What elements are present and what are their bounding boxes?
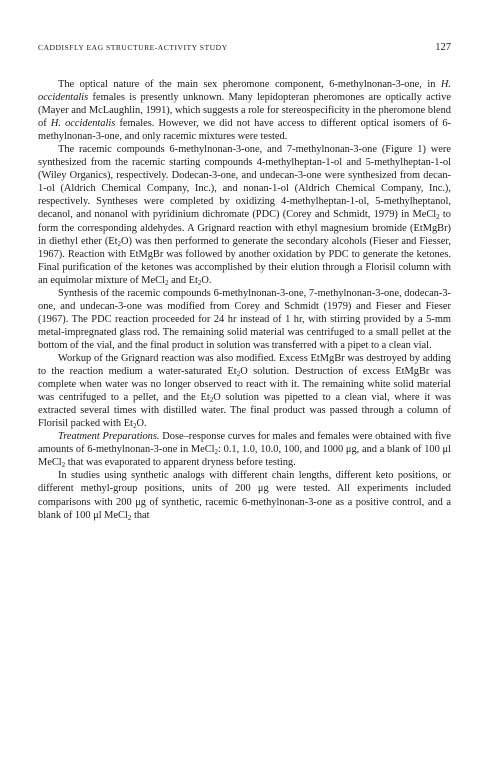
paragraph-synthesis: The racemic compounds 6-​methylnonan-​3-​one, and 7-​methylnonan-​3-​one (Figure 1) were synthesized from the racemic starting compounds 4-​methylheptan-​1-​ol and 5-​methylheptan-​1-​ol (Wiley Organics), respectively. Dodecan-​3-​one, and undecan-​3-​one were synthesized from decan-​1-​ol (Aldrich Chemical Company, Inc.), and nonan-​1-​ol (Aldrich Chemical Company, Inc.), respectively. Syntheses were completed by oxidizing 4-​methylheptan-​1-​ol, 5-​methylheptanol, decanol, and nonanol with pyridinium dichromate (PDC) (Corey and Schmidt, 1979) in MeCl$_2$ to form the corresponding aldehydes. A Grignard reaction with ethyl magnesium bromide (EtMgBr) in diethyl ether $(Et_2O)$ was then performed to generate the secondary alcohols (Fieser and Fiesser, 1967). Reaction with EtMgBr was followed by another oxidation by PDC to generate the ketones. Final purification of the ketones was accomplished by their elution through a Florisil column with an equimolar mixture of MeCl$_2$ and $Et_2O$. xyxy=(38,144,451,287)
paragraph-grignard-workup: Workup of the Grignard reaction was also modified. Excess EtMgBr was destroyed by adding to the reaction medium a water-​saturated $Et_2O$ solution. Destruction of excess EtMgBr was complete when water was no longer observed to react with it. The remaining white solid material was centrifuged to a pellet, and the $Et_2O$ solution was pipetted to a clean vial, where it was extracted several times with distilled water. The final product was passed through a column of Florisil packed with $Et_2O$. xyxy=(38,352,451,431)
page-header xyxy=(38,42,451,68)
paragraph-optical-nature: The optical nature of the main sex pheromone component, 6-​methylnonan-​3-​one, in H. occidentalis females is presently unknown. Many lepidopteran pheromones are optically active (Mayer and McLaughlin, 1991), which suggests a role for stereospecificity in the pheromone blend of H. occidentalis females. However, we did not have access to different optical isomers of 6-​methylnonan-​3-​one, and only racemic mixtures were tested. xyxy=(38,79,451,143)
treatment-preparations-text: Dose–response curves for males and females were obtained with five amounts of 6-​methylnonan-​3-​one in MeCl$_2$: 0.1, 1.0, 10.0, 100, and 1000 μg, and a blank of 100 μl MeCl$_2$ that was evaporated to apparent dryness before testing. xyxy=(38,431,451,470)
paragraph-synthesis-modification: Synthesis of the racemic compounds 6-​methylnonan-​3-​one, 7-​methylnonan-​3-​one, dodecan-​3-​one, and undecan-​3-​one was modified from Corey and Schmidt (1979) and Fieser and Fieser (1967). The PDC reaction proceeded for 24 hr instead of 1 hr, with stirring provided by a 5-​mm metal-​impregnated glass rod. The remaining solid material was centrifuged to a small pellet at the bottom of the vial, and the final product in solution was transferred with a pipet to a clean vial. xyxy=(38,287,451,351)
running-head: CADDISFLY EAG STRUCTURE-ACTIVITY STUDY xyxy=(38,43,228,52)
paragraph-treatment-preparations xyxy=(38,430,451,469)
paragraph-synthetic-analogs: In studies using synthetic analogs with different chain lengths, different keto positions, or different methyl-​group positions, units of 200 μg were tested. All experiments included comparisons with 200 μg of synthetic, racemic 6-​methylnonan-​3-​one as a positive control, and a blank of 100 μl MeCl$_2$ that xyxy=(38,470,451,522)
treatment-preparations-heading: Treatment Preparations. xyxy=(58,431,160,443)
body-text xyxy=(38,78,451,522)
page-number: 127 xyxy=(435,42,451,53)
